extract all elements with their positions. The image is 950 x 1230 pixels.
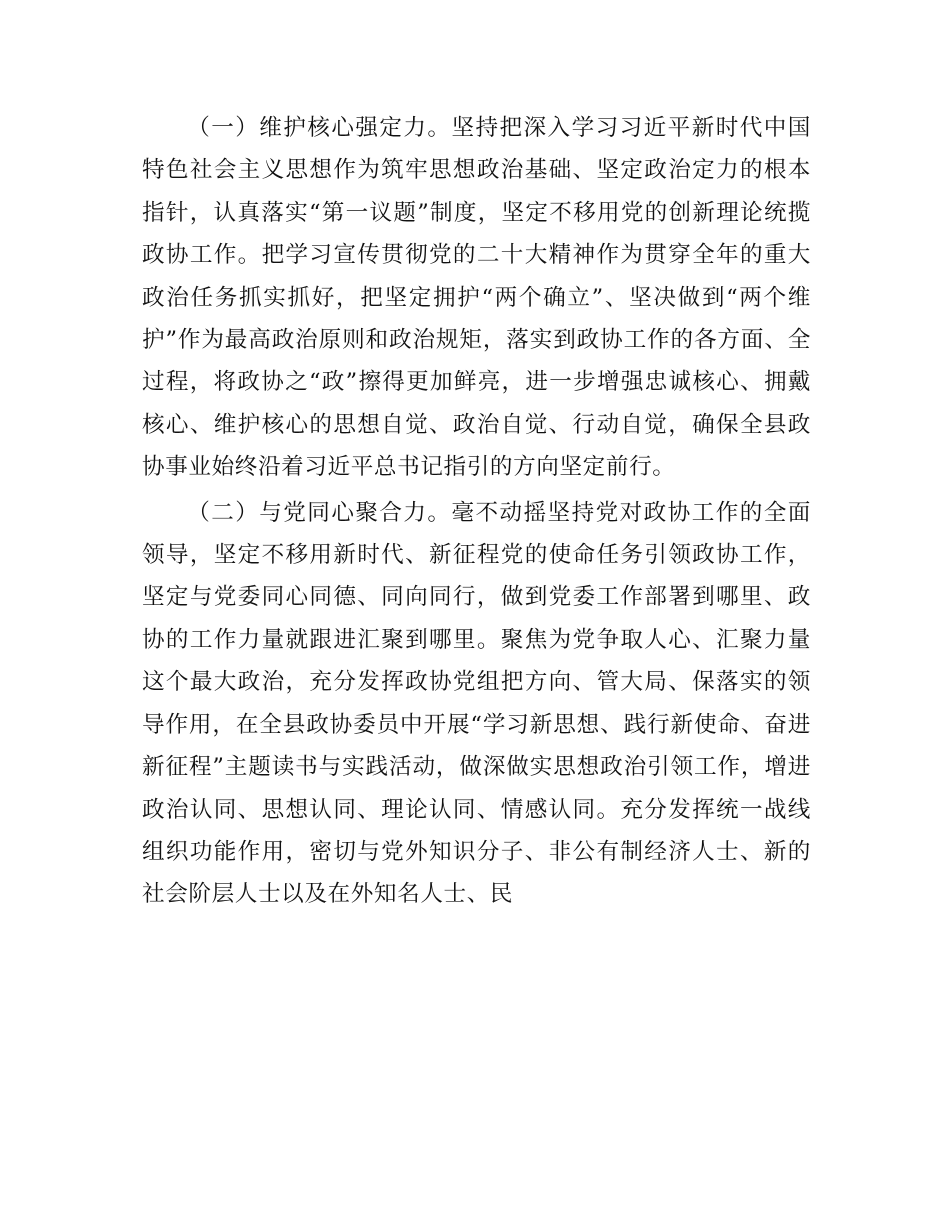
document-body <box>142 107 811 916</box>
paragraph-1: （一）维护核心强定力。坚持把深入学习习近平新时代中国特色社会主义思想作为筑牢思想政治基础、坚定政治定力的根本指针，认真落实“第一议题”制度，坚定不移用党的创新理论统揽政协工作。把学习宣传贯彻党的二十大精神作为贯穿全年的重大政治任务抓实抓好，把坚定拥护“两个确立”、坚决做到“两个维护”作为最高政治原则和政治规矩，落实到政协工作的各方面、全过程，将政协之“政”擦得更加鲜亮，进一步增强忠诚核心、拥戴核心、维护核心的思想自觉、政治自觉、行动自觉，确保全县政协事业始终沿着习近平总书记指引的方向坚定前行。 <box>142 115 811 481</box>
paragraph-2: （二）与党同心聚合力。毫不动摇坚持党对政协工作的全面领导，坚定不移用新时代、新征程党的使命任务引领政协工作，坚定与党委同心同德、同向同行，做到党委工作部署到哪里、政协的工作力量就跟进汇聚到哪里。聚焦为党争取人心、汇聚力量这个最大政治，充分发挥政协党组把方向、管大局、保落实的领导作用，在全县政协委员中开展“学习新思想、践行新使命、奋进新征程”主题读书与实践活动，做深做实思想政治引领工作，增进政治认同、思想认同、理论认同、情感认同。充分发挥统一战线组织功能作用，密切与党外知识分子、非公有制经济人士、新的社会阶层人士以及在外知名人士、民 <box>142 499 811 908</box>
